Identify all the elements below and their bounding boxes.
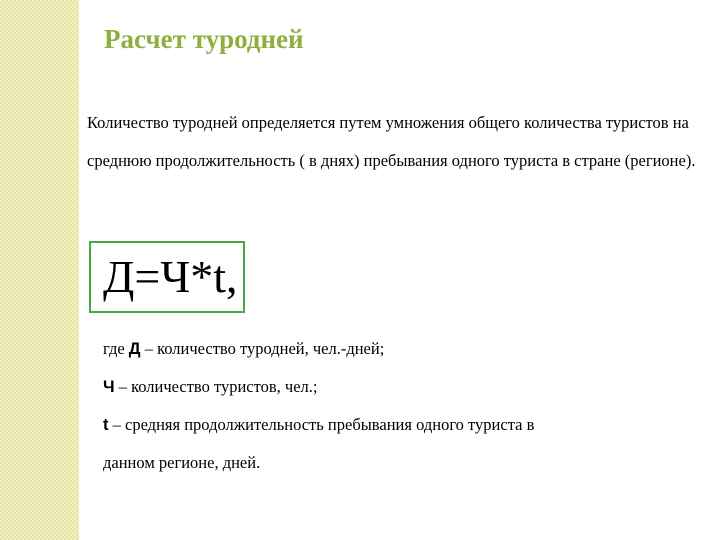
definition-text: – средняя продолжительность пребывания одного туриста в (108, 415, 535, 434)
definition-symbol: Д (128, 340, 141, 358)
definition-line (103, 371, 693, 409)
definition-symbol: Ч (103, 378, 115, 396)
definition-symbol: t (103, 416, 109, 434)
definition-text: – количество туристов, чел.; (114, 377, 318, 396)
decorative-side-strip (0, 0, 79, 540)
definition-line (103, 447, 693, 485)
formula: Д=Ч*t, (103, 251, 238, 302)
definition-line (103, 409, 693, 447)
definitions-list (103, 333, 693, 485)
intro-paragraph: Количество туродней определяется путем умножения общего количества туристов на среднюю продолжительность ( в днях) пребывания одного туриста в стране (регионе). (87, 113, 696, 170)
definition-prefix: где (103, 339, 129, 358)
definition-text: – количество туродней, чел.-дней; (140, 339, 385, 358)
definition-text: данном регионе, дней. (103, 453, 261, 472)
formula-box (89, 241, 245, 313)
definition-line (103, 333, 693, 371)
slide-title: Расчет туродней (104, 24, 304, 54)
